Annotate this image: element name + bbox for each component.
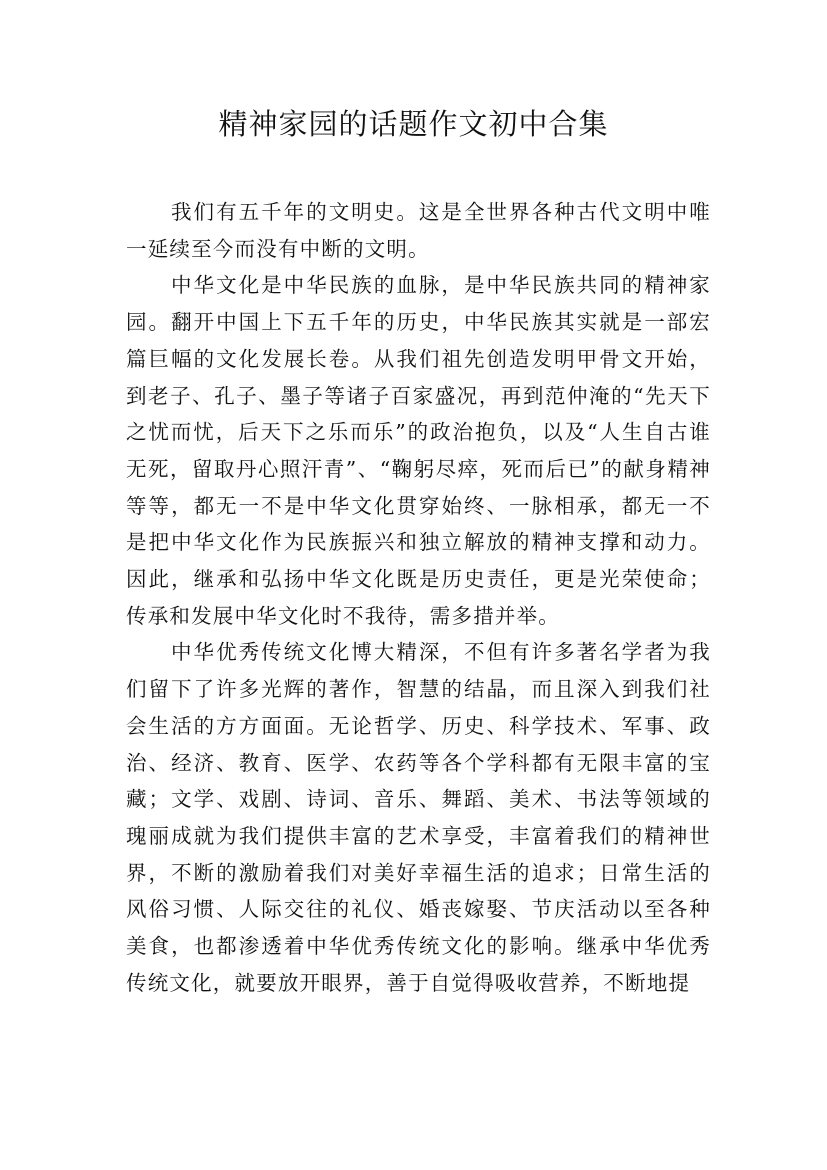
document-title: 精神家园的话题作文初中合集: [218, 107, 609, 141]
paragraph-3: 中华优秀传统文化博大精深，不但有许多著名学者为我们留下了许多光辉的著作，智慧的结晶，而且深入到我们社会生活的方方面面。无论哲学、历史、科学技术、军事、政治、经济、教育、医学、农药等各个学科都有无限丰富的宝藏；文学、戏剧、诗词、音乐、舞蹈、美术、书法等领域的瑰丽成就为我们提供丰富的艺术享受，丰富着我们的精神世界，不断的激励着我们对美好幸福生活的追求；日常生活的风俗习惯、人际交往的礼仪、婚丧嫁娶、节庆活动以至各种美食，也都渗透着中华优秀传统文化的影响。继承中华优秀传统文化，就要放开眼界，善于自觉得吸收营养，不断地提: [126, 640, 711, 995]
paragraph-1: 我们有五千年的文明史。这是全世界各种古代文明中唯一延续至今而没有中断的文明。: [126, 200, 711, 261]
paragraph-2: 中华文化是中华民族的血脉，是中华民族共同的精神家园。翻开中国上下五千年的历史，中华民族其实就是一部宏篇巨幅的文化发展长卷。从我们祖先创造发明甲骨文开始，到老子、孔子、墨子等诸子百家盛况，再到范仲淹的“先天下之忧而忧，后天下之乐而乐”的政治抱负，以及“人生自古谁无死，留取丹心照汗青”、“鞠躬尽瘁，死而后已”的献身精神等等，都无一不是中华文化贯穿始终、一脉相承，都无一不是把中华文化作为民族振兴和独立解放的精神支撑和动力。因此，继承和弘扬中华文化既是历史责任，更是光荣使命；传承和发展中华文化时不我待，需多措并举。: [126, 273, 711, 628]
document-body: [126, 194, 711, 1001]
